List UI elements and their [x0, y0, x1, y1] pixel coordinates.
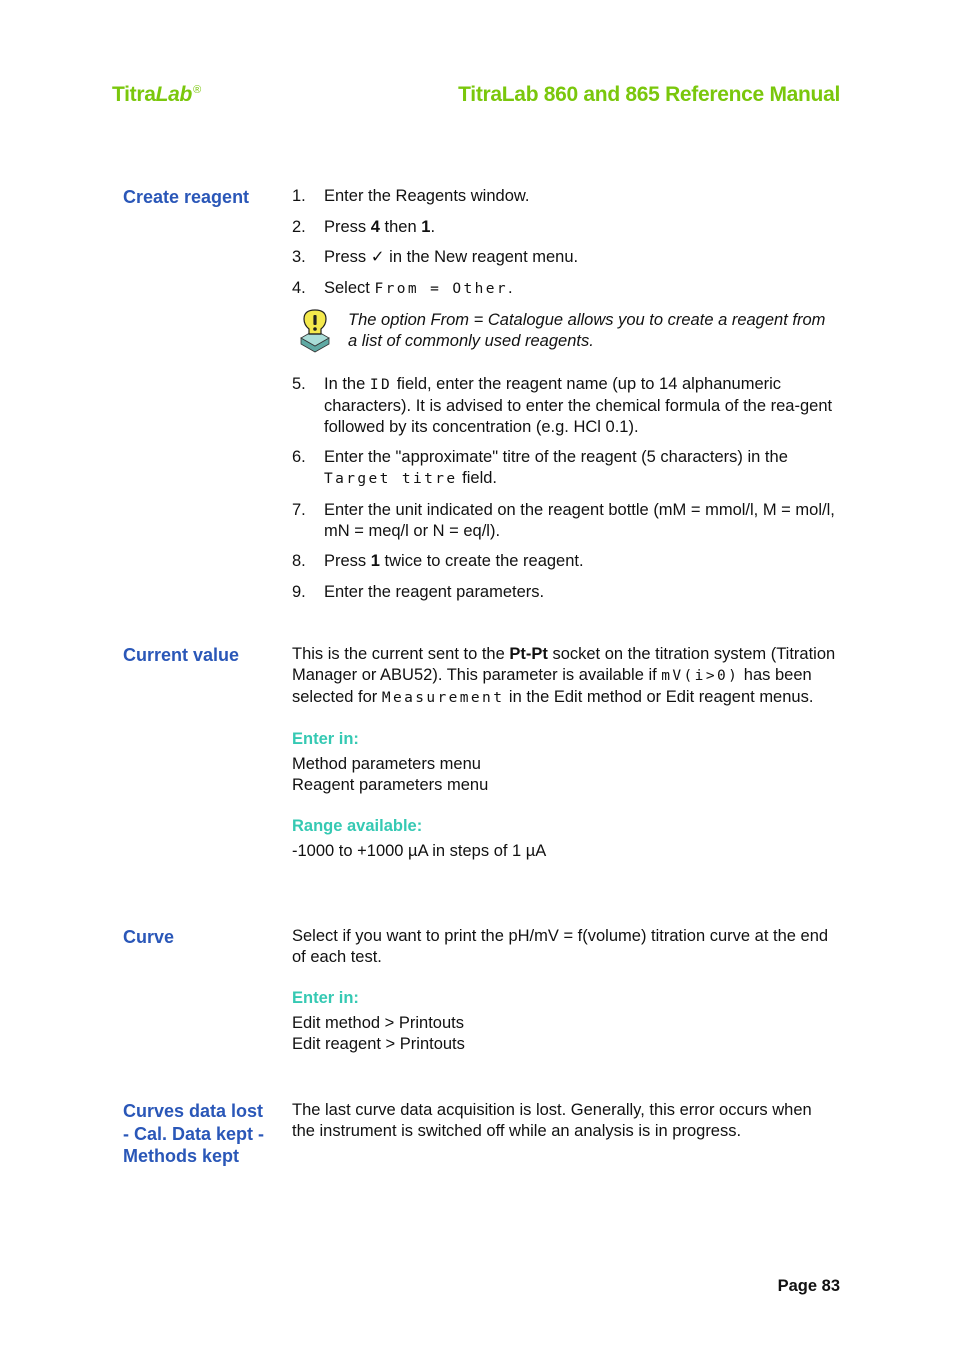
- check-icon: ✓: [370, 248, 385, 266]
- subheading-enter-in: Enter in:: [292, 989, 359, 1007]
- subheading-enter-in: Enter in:: [292, 730, 359, 748]
- section-current-value: [292, 644, 837, 862]
- paragraph: This is the current sent to the Pt-Pt socket on the titration system (Titration Manager or ABU52). This parameter is available if mV(i>0) has been selected for Measurement in the Edit method or Edit reagent menus.: [292, 645, 836, 706]
- section-curve: [292, 926, 837, 1055]
- subheading-range: Range available:: [292, 817, 423, 835]
- lightbulb-icon: [298, 308, 332, 354]
- heading-create-reagent: Create reagent: [123, 187, 250, 207]
- enter-in-item: Method parameters menu: [292, 755, 481, 773]
- step-item: 1. Enter the Reagents window.: [292, 187, 530, 205]
- enter-in-item: Edit method > Printouts: [292, 1014, 464, 1032]
- brand-logo: TitraLab®: [112, 83, 201, 106]
- enter-in-item: Edit reagent > Printouts: [292, 1035, 465, 1053]
- page-number: Page 83: [777, 1277, 840, 1295]
- step-item: 3. Press ✓ in the New reagent menu.: [292, 248, 579, 266]
- steps-list-continued: [292, 374, 837, 603]
- step-item: 6. Enter the "approximate" titre of the reagent (5 characters) in the Target titre field.: [292, 448, 788, 487]
- heading-current-value: Current value: [123, 645, 240, 665]
- steps-list: [292, 186, 837, 300]
- heading-curves-data-lost: Curves data lost - Cal. Data kept - Methods kept: [123, 1101, 265, 1166]
- section-create-reagent: [292, 186, 837, 612]
- step-item: 5. In the ID field, enter the reagent name (up to 14 alphanumeric characters). It is advised to enter the chemical formula of the rea-gent followed by its concentration (e.g. HCl 0.1).: [292, 374, 833, 436]
- step-item: 2. Press 4 then 1.: [292, 217, 436, 236]
- section-curves-data-lost: [292, 1100, 837, 1142]
- document-title: TitraLab 860 and 865 Reference Manual: [458, 83, 840, 106]
- range-value: -1000 to +1000 µA in steps of 1 µA: [292, 842, 547, 860]
- paragraph: The last curve data acquisition is lost. Generally, this error occurs when the instrument is switched off while an analysis is in progress.: [292, 1101, 812, 1140]
- heading-curve: Curve: [123, 927, 175, 947]
- step-item: 4. Select From = Other.: [292, 278, 513, 297]
- step-item: 7. Enter the unit indicated on the reagent bottle (mM = mmol/l, M = mol/l, mN = meq/l or N = eq/l).: [292, 500, 835, 540]
- tip-note: The option From = Catalogue allows you to create a reagent from a list of commonly used reagents.: [292, 310, 837, 352]
- step-item: 8. Press 1 twice to create the reagent.: [292, 552, 584, 570]
- enter-in-item: Reagent parameters menu: [292, 776, 489, 794]
- paragraph: Select if you want to print the pH/mV = f(volume) titration curve at the end of each test.: [292, 927, 829, 966]
- step-item: 9. Enter the reagent parameters.: [292, 582, 545, 601]
